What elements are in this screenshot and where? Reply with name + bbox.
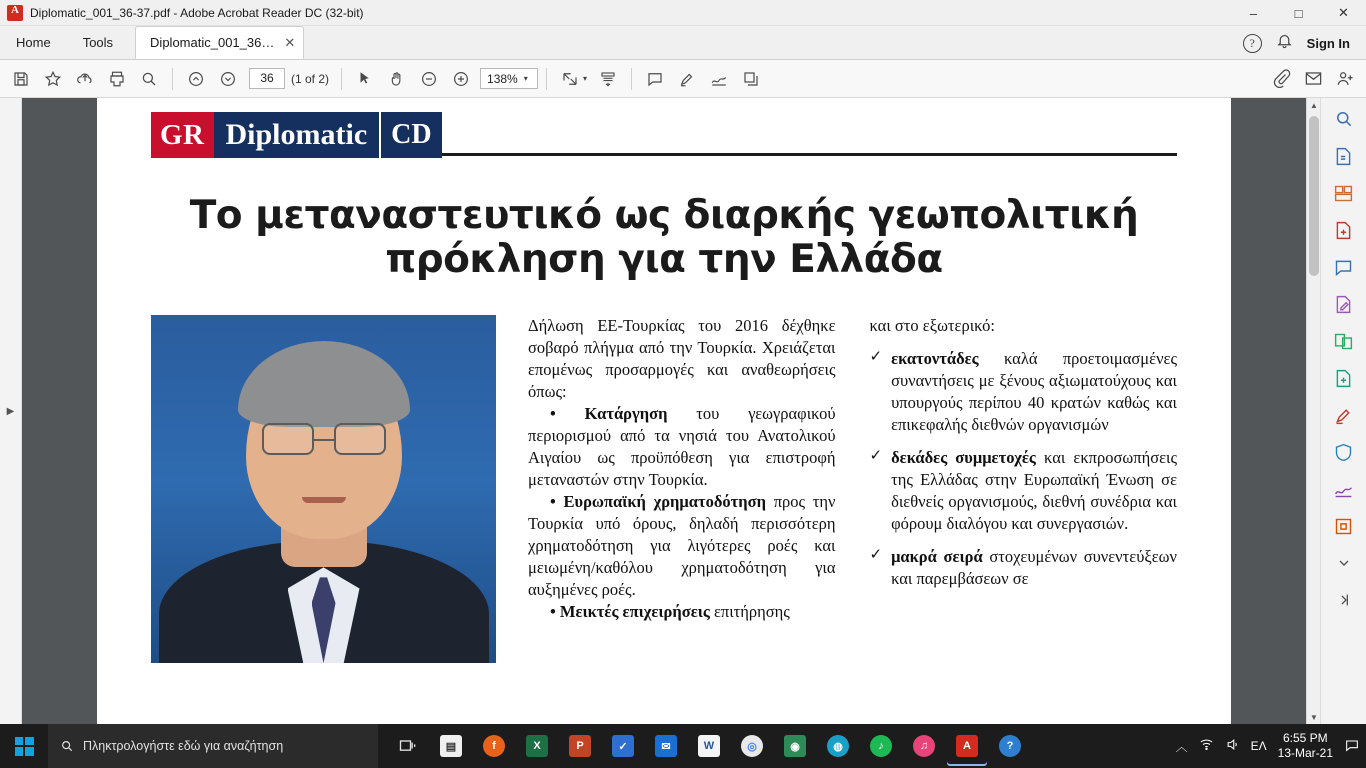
search-documents-icon[interactable] [1328, 104, 1360, 134]
expand-panel-icon[interactable] [1328, 585, 1360, 615]
zoom-level-select[interactable] [480, 68, 538, 89]
toolbar-separator-2 [341, 68, 342, 90]
fit-page-chevron-icon[interactable]: ▾ [583, 74, 588, 83]
vertical-scrollbar[interactable] [1306, 98, 1320, 724]
check-icon: ✓ [869, 448, 883, 465]
action-center-icon[interactable] [1344, 737, 1360, 756]
page-title [173, 194, 1155, 281]
list-item-rest: και εκπροσωπήσεις της Ελλάδας στην Ευρωπαϊκή Ένωση σε διεθνείς οργανισμούς, διεθνή συνέδρια και φόρουμ διαλόγου και συνεργασιών. [891, 448, 1177, 533]
column1-bullet-1 [528, 403, 836, 491]
masthead-gr: GR [151, 112, 214, 158]
bullet-2-rest: προς την Τουρκία υπό όρους, δηλαδή περισσότερη χρηματοδότηση για λιγότερες ροές και μειωμένη/καθόλου χρηματοδότηση για αυξημένες ροές. [528, 491, 836, 599]
toolbar-separator [172, 68, 173, 90]
firefox-icon[interactable]: f [474, 726, 514, 766]
teams-icon[interactable]: ◍ [818, 726, 858, 766]
masthead-logo [151, 112, 442, 158]
save-icon[interactable] [6, 64, 36, 94]
edit-pdf-icon[interactable] [1328, 289, 1360, 319]
compress-pdf-icon[interactable] [1328, 363, 1360, 393]
menu-bar [0, 26, 1366, 60]
task-view-icon[interactable] [388, 726, 428, 766]
maps-icon[interactable]: ◉ [775, 726, 815, 766]
masthead-rule [442, 153, 1177, 156]
upload-cloud-icon[interactable] [70, 64, 100, 94]
list-item [870, 348, 1178, 436]
organize-pages-icon[interactable] [1328, 178, 1360, 208]
fit-page-icon[interactable] [555, 64, 588, 94]
hand-tool-icon[interactable] [382, 64, 412, 94]
column-1 [528, 315, 836, 663]
acrobat-icon[interactable]: A [947, 726, 987, 766]
check-icon: ✓ [869, 349, 883, 366]
list-item-text [891, 546, 1177, 590]
todo-icon[interactable]: ✓ [603, 726, 643, 766]
excel-icon[interactable]: X [517, 726, 557, 766]
store-icon[interactable]: ▤ [431, 726, 471, 766]
page-number-input[interactable]: 36 [249, 68, 285, 89]
previous-page-icon[interactable] [181, 64, 211, 94]
toolbar-separator-3 [546, 68, 547, 90]
headline-line-2: πρόκληση για την Ελλάδα [385, 236, 943, 282]
scroll-up-arrow[interactable]: ▲ [1310, 100, 1318, 110]
close-icon[interactable]: ✕ [284, 34, 296, 50]
masthead-cd: CD [379, 112, 441, 158]
mail-icon[interactable]: ✉ [646, 726, 686, 766]
comment-icon[interactable] [1328, 252, 1360, 282]
help-icon[interactable]: ? [1243, 34, 1262, 53]
language-indicator[interactable]: ΕΛ [1250, 739, 1267, 753]
windows-start-icon[interactable] [0, 724, 48, 768]
share-by-email-icon[interactable] [1298, 64, 1328, 94]
bullet-marker-3: • [550, 601, 556, 621]
attachment-icon[interactable] [1266, 64, 1296, 94]
column2-paragraph-1: και στο εξωτερικό: [869, 316, 995, 336]
powerpoint-icon[interactable]: P [560, 726, 600, 766]
bullet-marker: • [550, 404, 556, 424]
clock-date: 13-Mar-21 [1277, 746, 1333, 760]
network-icon[interactable] [1199, 737, 1214, 755]
chevron-down-icon[interactable] [1328, 548, 1360, 578]
bullet-3-bold: Μεικτές επιχειρήσεις [559, 601, 710, 621]
list-item-text [891, 447, 1177, 535]
portrait-photo [151, 315, 496, 663]
list-item [870, 447, 1178, 535]
list-item-rest: καλά προετοιμασμένες συναντήσεις με ξένους αξιωματούχους και υπουργούς περίπου 40 κρατών καθώς και επικεφαλής διεθνών οργανισμών [891, 349, 1177, 435]
word-icon[interactable]: W [689, 726, 729, 766]
list-item-bold: δεκάδες συμμετοχές [891, 448, 1036, 468]
export-pdf-icon[interactable] [1328, 141, 1360, 171]
fill-and-sign-icon[interactable] [704, 64, 734, 94]
menu-home[interactable]: Home [16, 35, 51, 50]
clock-time: 6:55 PM [1282, 731, 1328, 745]
column1-bullet-2 [528, 491, 836, 601]
chrome-icon[interactable]: ◎ [732, 726, 772, 766]
maximize-button[interactable]: □ [1294, 5, 1303, 21]
redact-icon[interactable] [1328, 400, 1360, 430]
stamp-icon[interactable] [736, 64, 766, 94]
tray-chevron-up-icon[interactable]: ︿ [1175, 739, 1188, 754]
system-tray [1176, 724, 1366, 768]
column1-bullet-3 [528, 601, 836, 623]
expand-left-panel-icon[interactable]: ▶ [6, 405, 15, 417]
bullet-1-rest: του γεωγραφικού περιορισμού από τα νησιά του Ανατολικού Αιγαίου ως προϋπόθεση για επιστροφή μεταναστών στην Τουρκία. [528, 404, 836, 489]
close-button[interactable]: ✕ [1338, 5, 1349, 20]
left-panel-rail[interactable] [0, 98, 22, 724]
scrollbar-thumb[interactable] [1309, 116, 1319, 276]
column1-paragraph-1: Δήλωση ΕΕ-Τουρκίας του 2016 δέχθηκε σοβαρό πλήγμα από την Τουρκία. Χρειάζεται επομένως προσαρμογές και αναθεωρήσεις όπως: [528, 316, 836, 402]
next-page-icon[interactable] [213, 64, 243, 94]
zoom-in-icon[interactable] [446, 64, 476, 94]
list-item [870, 546, 1178, 590]
check-icon: ✓ [869, 546, 883, 563]
article-columns [151, 315, 1177, 663]
volume-icon[interactable] [1225, 737, 1240, 755]
create-pdf-icon[interactable] [1328, 215, 1360, 245]
bullet-1-bold: Κατάργηση [584, 404, 668, 424]
help-icon[interactable]: ? [990, 726, 1030, 766]
toolbar [0, 60, 1366, 98]
add-comment-icon[interactable] [640, 64, 670, 94]
page-scrolling-icon[interactable] [593, 64, 623, 94]
list-item-rest: στοχευμένων συνεντεύξεων και παρεμβάσεων σε [891, 546, 1177, 588]
column-2 [870, 315, 1178, 663]
fill-sign-icon[interactable] [1328, 474, 1360, 504]
sign-in-button[interactable]: Sign In [1306, 35, 1350, 51]
chevron-down-icon[interactable]: ▾ [523, 74, 528, 83]
menu-bar-right [1243, 26, 1366, 60]
music-icon[interactable]: ♫ [904, 726, 944, 766]
bullet-2-bold: Ευρωπαϊκή χρηματοδότηση [563, 491, 766, 511]
masthead-diplomatic: Diplomatic [214, 112, 380, 158]
search-icon[interactable] [134, 64, 164, 94]
tools-rail [1320, 98, 1366, 724]
main-area [0, 98, 1366, 724]
list-item-bold: μακρά σειρά [891, 546, 983, 566]
combine-files-icon[interactable] [1328, 326, 1360, 356]
document-viewport[interactable] [22, 98, 1306, 724]
print-icon[interactable] [102, 64, 132, 94]
text-columns [528, 315, 1177, 663]
bullet-marker-2: • [550, 491, 556, 511]
spotify-icon[interactable]: ♪ [861, 726, 901, 766]
taskbar-search-input[interactable] [48, 724, 378, 768]
notification-bell-icon[interactable] [1276, 32, 1293, 54]
page-count-label: (1 of 2) [291, 71, 330, 86]
taskbar [0, 724, 1366, 768]
taskbar-search-placeholder: Πληκτρολογήστε εδώ για αναζήτηση [83, 739, 284, 753]
list-item-bold: εκατοντάδες [891, 349, 979, 369]
headline-line-1: Το μεταναστευτικό ως διαρκής γεωπολιτική [189, 193, 1139, 238]
scroll-down-arrow[interactable]: ▼ [1310, 712, 1318, 722]
select-tool-icon[interactable] [350, 64, 380, 94]
photo-column [151, 315, 496, 663]
clock[interactable] [1278, 731, 1333, 761]
highlight-text-icon[interactable] [672, 64, 702, 94]
add-to-favorites-icon[interactable] [38, 64, 68, 94]
protect-icon[interactable] [1328, 437, 1360, 467]
zoom-level-value: 138% [487, 71, 518, 86]
pdf-page [97, 98, 1231, 724]
share-with-others-icon[interactable] [1330, 64, 1360, 94]
bullet-3-rest: επιτήρησης [709, 601, 790, 621]
toolbar-separator-4 [631, 68, 632, 90]
document-tab[interactable] [135, 26, 304, 59]
zoom-out-icon[interactable] [414, 64, 444, 94]
menu-tools[interactable]: Tools [82, 35, 114, 50]
masthead [151, 112, 1177, 158]
adobe-acrobat-icon [7, 5, 23, 21]
window-title-bar [0, 0, 1366, 26]
search-icon [60, 739, 74, 753]
document-tab-label: Diplomatic_001_36… [150, 35, 275, 50]
window-title: Diplomatic_001_36-37.pdf - Adobe Acrobat Reader DC (32-bit) [30, 5, 364, 20]
taskbar-apps [378, 726, 1030, 766]
list-item-text [891, 348, 1177, 436]
minimize-button[interactable]: – [1249, 5, 1258, 21]
more-tools-icon[interactable] [1328, 511, 1360, 541]
window-controls [1231, 0, 1366, 26]
